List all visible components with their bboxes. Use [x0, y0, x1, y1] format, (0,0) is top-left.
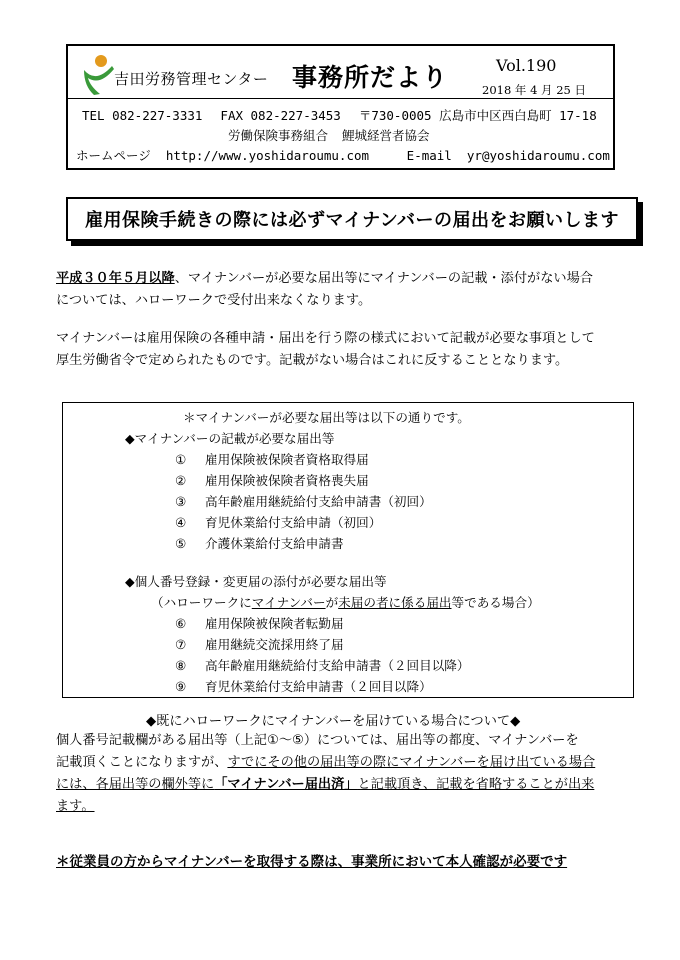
email-link[interactable]: yr@yoshidaroumu.com	[466, 148, 610, 163]
p3-line1: 個人番号記載欄がある届出等（上記①～⑤）については、届出等の都度、マイナンバーを	[56, 733, 579, 748]
group1-heading: ◆マイナンバーの記載が必要な届出等	[125, 431, 335, 446]
list-item: ⑥ 雇用保険被保険者転勤届	[175, 616, 344, 631]
contact-line	[82, 106, 615, 124]
p1-line1: 、マイナンバーが必要な届出等にマイナンバーの記載・添付がない場合	[174, 271, 593, 286]
header-divider	[68, 98, 613, 99]
web-line	[76, 146, 610, 164]
list-item: ⑦ 雇用継続交流採用終了届	[175, 637, 344, 652]
list-intro: ＊マイナンバーが必要な届出等は以下の通りです。	[183, 410, 470, 425]
group2-note: （ハローワークにマイナンバーが未届の者に係る届出等である場合）	[151, 595, 540, 610]
issue-date: 2018 年 4 月 25 日	[482, 83, 586, 97]
paragraph-2	[56, 328, 595, 372]
section2-heading: ◆既にハローワークにマイナンバーを届けている場合について◆	[146, 714, 521, 729]
newsletter-title: 事務所だより	[292, 63, 449, 92]
headline: 雇用保険手続きの際には必ずマイナンバーの届出をお願いします	[85, 210, 619, 231]
paragraph-1	[56, 268, 593, 312]
fax: FAX 082-227-3453	[220, 108, 341, 123]
volume-number: Vol.190	[496, 56, 557, 75]
paragraph-3	[56, 730, 595, 818]
tel: TEL 082-227-3331	[82, 108, 203, 123]
p2-line1: マイナンバーは雇用保険の各種申請・届出を行う際の様式において記載が必要な事項として	[56, 331, 595, 346]
newsletter-header	[66, 44, 615, 170]
org-name: 吉田労務管理センター	[114, 70, 269, 88]
association-2: 鯉城経営者協会	[342, 128, 430, 143]
group2-heading: ◆個人番号登録・変更届の添付が必要な届出等	[125, 574, 387, 589]
logo-head	[95, 55, 107, 67]
p3-line3: には、各届出等の欄外等に「マイナンバー届出済」と記載頂き、記載を省略することが出来	[56, 777, 595, 792]
p3-line4: ます。	[56, 799, 95, 814]
list-item: ③ 高年齢雇用継続給付支給申請書（初回）	[175, 494, 432, 509]
address: 〒730-0005 広島市中区西白島町 17-18	[358, 108, 597, 123]
logo-body	[84, 66, 114, 95]
p1-line2: については、ハローワークで受付出来なくなります。	[56, 293, 372, 308]
required-forms-box	[62, 402, 634, 698]
p3-line2: 記載頂くことになりますが、すでにその他の届出等の際にマイナンバーを届け出ている場合	[56, 755, 596, 770]
list-item: ② 雇用保険被保険者資格喪失届	[175, 473, 369, 488]
list-item: ④ 育児休業給付支給申請（初回）	[175, 515, 382, 530]
list-item: ① 雇用保険被保険者資格取得届	[175, 452, 369, 467]
association-line	[228, 126, 444, 144]
list-item: ⑧ 高年齢雇用継続給付支給申請書（２回目以降）	[175, 658, 470, 673]
list-item: ⑨ 育児休業給付支給申請書（２回目以降）	[175, 679, 432, 694]
association-1: 労働保険事務組合	[228, 128, 329, 143]
deadline-emphasis: 平成３０年５月以降	[56, 271, 175, 286]
list-item: ⑤ 介護休業給付支給申請書	[175, 536, 344, 551]
headline-box	[66, 197, 638, 241]
homepage-link[interactable]: http://www.yoshidaroumu.com	[165, 148, 370, 163]
p2-line2: 厚生労働省令で定められたものです。記載がない場合はこれに反することとなります。	[56, 353, 569, 368]
company-logo-icon	[82, 54, 116, 96]
identity-check-note: ＊従業員の方からマイナンバーを取得する際は、事業所において本人確認が必要です	[56, 854, 568, 870]
email-label: E-mail	[406, 148, 452, 163]
homepage-label: ホームページ	[76, 148, 151, 163]
